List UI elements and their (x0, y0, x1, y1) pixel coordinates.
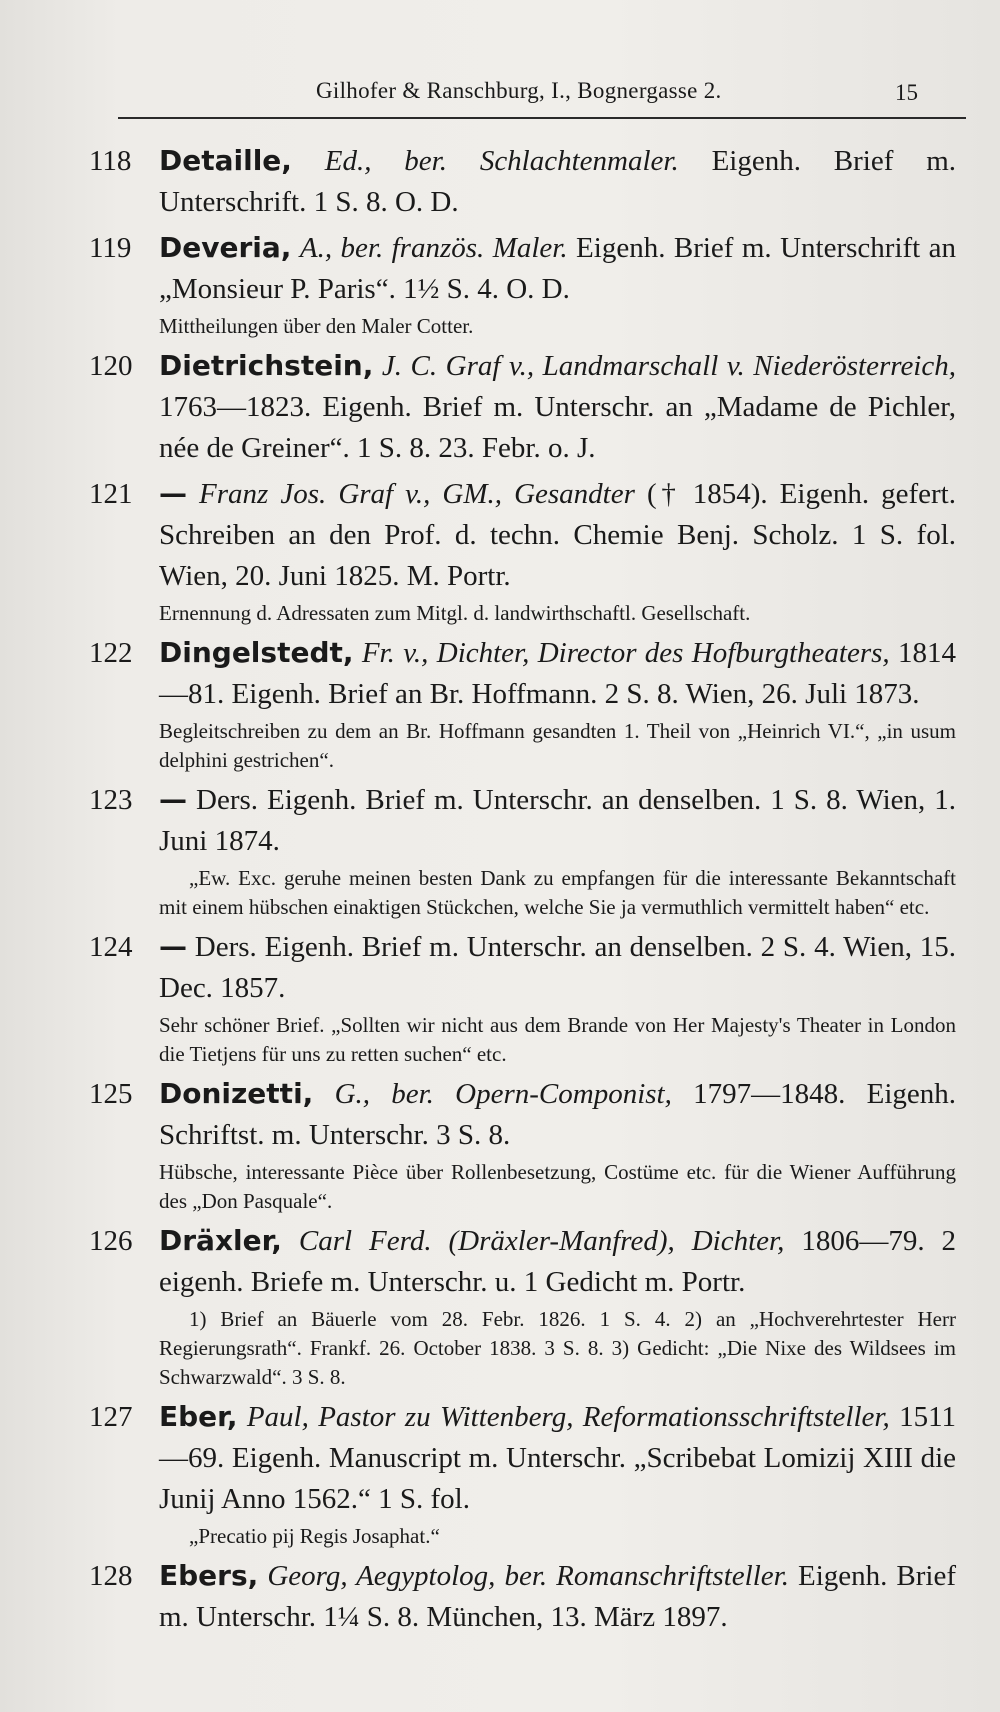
entry-text: Eigenh. Brief m. Unterschrift an „Monsieur P. Paris“. 1½ S. 4. O. D. (159, 232, 957, 305)
entry-number: 124 (89, 931, 133, 963)
catalogue-entry (0, 227, 1000, 341)
running-head: Gilhofer & Ranschburg, I., Bognergasse 2. (316, 78, 722, 103)
catalogue-entry (0, 926, 1000, 1069)
entry-description: Georg, Aegyptolog, ber. Romanschriftsteller. (267, 1560, 789, 1592)
entry-number: 122 (89, 637, 133, 669)
entry-text: 1763—1823. Eigenh. Brief m. Unterschr. an „Madame de Pichler, née de Greiner“. 1 S. 8. 23. Febr. o. J. (159, 391, 956, 464)
catalogue-entry (0, 1555, 1000, 1638)
entry-description: Carl Ferd. (Dräxler-Manfred), Dichter, (298, 1225, 785, 1257)
entry-main (0, 345, 1000, 469)
entry-main (0, 1073, 1000, 1156)
entry-text: Ders. Eigenh. Brief m. Unterschr. an denselben. 1 S. 8. Wien, 1. Juni 1874. (159, 784, 957, 857)
entry-main (0, 632, 1000, 715)
entry-text: Eigenh. Brief m. Unterschrift. 1 S. 8. O. D. (159, 145, 957, 218)
catalogue-entry (0, 473, 1000, 628)
entry-main (0, 473, 1000, 597)
entry-main (0, 1220, 1000, 1303)
entry-main (0, 779, 1000, 862)
catalogue-entry (0, 779, 1000, 922)
entry-name: — (159, 477, 187, 510)
entry-note: Ernennung d. Adressaten zum Mitgl. d. landwirthschaftl. Gesellschaft. (159, 601, 751, 625)
entry-main (0, 1555, 1000, 1638)
entry-name: — (159, 930, 187, 963)
entry-number: 118 (89, 145, 132, 177)
entry-name: Dietrichstein, (159, 349, 374, 382)
entry-note: „Precatio pij Regis Josaphat.“ (189, 1524, 440, 1548)
entry-main (0, 140, 1000, 223)
catalogue-entry (0, 632, 1000, 775)
entry-number: 123 (89, 784, 133, 816)
entry-number: 119 (89, 232, 132, 264)
catalogue-entry (0, 1073, 1000, 1216)
catalogue-entry (0, 1220, 1000, 1392)
entry-name: Dingelstedt, (159, 636, 354, 669)
entry-main (0, 1396, 1000, 1520)
entry-description: Fr. v., Dichter, Director des Hofburgtheaters, (361, 637, 890, 669)
entry-number: 120 (89, 350, 133, 382)
entry-number: 128 (89, 1560, 133, 1592)
entry-text: († 1854). Eigenh. gefert. Schreiben an den Prof. d. techn. Chemie Benj. Scholz. 1 S. fol. Wien, 20. Juni 1825. M. Portr. (159, 478, 956, 592)
entry-name: Donizetti, (159, 1077, 314, 1110)
entry-description: Franz Jos. Graf v., GM., Gesandter (199, 478, 635, 510)
entry-number: 125 (89, 1078, 133, 1110)
entry-name: Deveria, (159, 231, 292, 264)
entry-number: 126 (89, 1225, 133, 1257)
entry-note: 1) Brief an Bäuerle vom 28. Febr. 1826. 1 S. 4. 2) an „Hochverehrtester Herr Regierungsrath“. Frankf. 26. October 1838. 3 S. 8. 3) Gedicht: „Die Nixe des Wildsees im Schwarzwald“. 3 S. 8. (159, 1307, 956, 1389)
page-header (0, 0, 966, 120)
entry-note: „Ew. Exc. geruhe meinen besten Dank zu empfangen für die interessante Bekanntschaft mit einem hübschen einaktigen Stückchen, welche Sie ja vermuthlich vermittelt haben“ etc. (159, 866, 956, 919)
entry-note: Hübsche, interessante Pièce über Rollenbesetzung, Costüme etc. für die Wiener Aufführung des „Don Pasquale“. (159, 1160, 956, 1213)
catalogue-entry (0, 345, 1000, 469)
entry-main (0, 926, 1000, 1009)
entry-text: 1511—69. Eigenh. Manuscript m. Unterschr. „Scribebat Lomizij XIII die Junij Anno 1562.“ 1 S. fol. (159, 1401, 956, 1515)
entry-text: Ders. Eigenh. Brief m. Unterschr. an denselben. 2 S. 4. Wien, 15. Dec. 1857. (159, 931, 957, 1004)
entry-main (0, 227, 1000, 310)
entry-description: A., ber. französ. Maler. (299, 232, 568, 264)
entry-text: 1814—81. Eigenh. Brief an Br. Hoffmann. 2 S. 8. Wien, 26. Juli 1873. (159, 637, 957, 710)
entry-text: 1797—1848. Eigenh. Schriftst. m. Unterschr. 3 S. 8. (159, 1078, 957, 1151)
catalogue-entry (0, 140, 1000, 223)
entry-name: Ebers, (159, 1559, 259, 1592)
entry-number: 127 (89, 1401, 133, 1433)
catalogue-entry (0, 1396, 1000, 1551)
page-number: 15 (895, 80, 918, 105)
entry-note: Sehr schöner Brief. „Sollten wir nicht aus dem Brande von Her Majesty's Theater in London die Tietjens für uns zu retten suchen“ etc. (159, 1013, 956, 1066)
entry-name: — (159, 783, 187, 816)
entry-text: 1806—79. 2 eigenh. Briefe m. Unterschr. u. 1 Gedicht m. Portr. (159, 1225, 957, 1298)
entry-name: Detaille, (159, 144, 292, 177)
entry-name: Dräxler, (159, 1224, 282, 1257)
entry-note: Mittheilungen über den Maler Cotter. (159, 314, 474, 338)
header-rule (118, 117, 966, 119)
entry-number: 121 (89, 478, 133, 510)
entry-description: Paul, Pastor zu Wittenberg, Reformationsschriftsteller, (246, 1401, 890, 1433)
entry-description: J. C. Graf v., Landmarschall v. Niederösterreich, (381, 350, 956, 382)
entry-name: Eber, (159, 1400, 238, 1433)
catalogue-entries (0, 140, 1000, 1642)
entry-description: G., ber. Opern-Componist, (334, 1078, 672, 1110)
entry-description: Ed., ber. Schlachtenmaler. (324, 145, 679, 177)
entry-text: Eigenh. Brief m. Unterschr. 1¼ S. 8. München, 13. März 1897. (159, 1560, 957, 1633)
entry-note: Begleitschreiben zu dem an Br. Hoffmann gesandten 1. Theil von „Heinrich VI.“, „in usum delphini gestrichen“. (159, 719, 956, 772)
